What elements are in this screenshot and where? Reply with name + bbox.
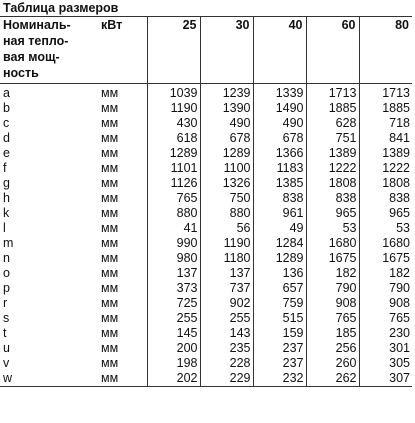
row-value-80: 301 — [359, 341, 412, 356]
row-value-30: 902 — [200, 296, 253, 311]
table-row — [0, 161, 412, 176]
row-value-30: 880 — [200, 206, 253, 221]
row-value-30: 143 — [200, 326, 253, 341]
row-value-60: 53 — [306, 221, 359, 236]
row-parameter: c — [3, 116, 10, 130]
row-value-30: 1289 — [200, 146, 253, 161]
row-unit: мм — [101, 146, 119, 160]
row-value-30: 1239 — [200, 84, 253, 102]
row-unit: мм — [101, 311, 119, 325]
row-value-60: 1222 — [306, 161, 359, 176]
row-value-80: 1713 — [359, 84, 412, 102]
row-value-60: 1808 — [306, 176, 359, 191]
row-value-80: 1885 — [359, 101, 412, 116]
table-row — [0, 206, 412, 221]
table-row — [0, 101, 412, 116]
row-unit: мм — [101, 101, 119, 115]
row-value-80: 790 — [359, 281, 412, 296]
row-value-40: 678 — [253, 131, 306, 146]
row-unit: мм — [101, 356, 119, 370]
row-unit: мм — [101, 131, 119, 145]
row-value-30: 490 — [200, 116, 253, 131]
row-value-80: 230 — [359, 326, 412, 341]
row-parameter: u — [3, 341, 10, 355]
row-value-30: 1100 — [200, 161, 253, 176]
row-unit: мм — [101, 326, 119, 340]
row-value-40: 1289 — [253, 251, 306, 266]
row-parameter: r — [3, 296, 8, 310]
row-parameter: s — [3, 311, 10, 325]
row-value-30: 1180 — [200, 251, 253, 266]
row-value-40: 1490 — [253, 101, 306, 116]
row-parameter: k — [3, 206, 10, 220]
row-value-30: 750 — [200, 191, 253, 206]
row-value-40: 1339 — [253, 84, 306, 102]
row-value-80: 1808 — [359, 176, 412, 191]
row-value-40: 759 — [253, 296, 306, 311]
row-value-30: 1390 — [200, 101, 253, 116]
table-row — [0, 221, 412, 236]
dimensions-table — [0, 16, 412, 387]
table-header — [0, 17, 412, 84]
row-value-30: 1326 — [200, 176, 253, 191]
row-value-25: 725 — [147, 296, 200, 311]
row-value-30: 678 — [200, 131, 253, 146]
row-unit: мм — [101, 266, 119, 280]
row-value-80: 182 — [359, 266, 412, 281]
row-value-40: 838 — [253, 191, 306, 206]
row-unit: мм — [101, 281, 119, 295]
row-value-40: 237 — [253, 356, 306, 371]
row-value-25: 1190 — [147, 101, 200, 116]
row-value-80: 1675 — [359, 251, 412, 266]
row-value-25: 990 — [147, 236, 200, 251]
row-value-30: 137 — [200, 266, 253, 281]
header-power-80: 80 — [359, 17, 412, 84]
row-value-40: 1385 — [253, 176, 306, 191]
header-power-40: 40 — [253, 17, 306, 84]
row-unit: мм — [101, 116, 119, 130]
table-row — [0, 341, 412, 356]
row-value-25: 1101 — [147, 161, 200, 176]
row-value-30: 737 — [200, 281, 253, 296]
row-value-25: 1126 — [147, 176, 200, 191]
row-unit: мм — [101, 206, 119, 220]
row-value-40: 237 — [253, 341, 306, 356]
row-value-40: 49 — [253, 221, 306, 236]
row-parameter: e — [3, 146, 10, 160]
table-row — [0, 281, 412, 296]
table-row — [0, 176, 412, 191]
header-row — [0, 17, 412, 84]
row-value-30: 235 — [200, 341, 253, 356]
row-parameter: v — [3, 356, 10, 370]
row-value-40: 159 — [253, 326, 306, 341]
row-parameter: n — [3, 251, 10, 265]
row-value-25: 137 — [147, 266, 200, 281]
row-value-80: 765 — [359, 311, 412, 326]
row-value-80: 1222 — [359, 161, 412, 176]
row-value-80: 838 — [359, 191, 412, 206]
row-value-80: 1680 — [359, 236, 412, 251]
table-row — [0, 326, 412, 341]
row-value-40: 1284 — [253, 236, 306, 251]
row-unit: мм — [101, 251, 119, 265]
row-parameter: w — [0, 371, 97, 387]
row-value-40: 232 — [253, 371, 306, 387]
row-value-60: 1675 — [306, 251, 359, 266]
row-value-80: 307 — [359, 371, 412, 387]
row-parameter: f — [3, 161, 7, 175]
header-power-30: 30 — [200, 17, 253, 84]
row-value-80: 53 — [359, 221, 412, 236]
row-parameter: h — [3, 191, 10, 205]
row-value-80: 305 — [359, 356, 412, 371]
table-row — [0, 296, 412, 311]
row-value-40: 490 — [253, 116, 306, 131]
table-row — [0, 146, 412, 161]
row-parameter: d — [3, 131, 10, 145]
row-parameter: p — [3, 281, 10, 295]
row-value-25: 41 — [147, 221, 200, 236]
row-value-60: 260 — [306, 356, 359, 371]
table-row — [0, 84, 412, 102]
row-value-40: 961 — [253, 206, 306, 221]
row-parameter: g — [3, 176, 10, 190]
row-value-60: 1680 — [306, 236, 359, 251]
row-value-60: 965 — [306, 206, 359, 221]
row-unit: мм — [101, 341, 119, 355]
table-row — [0, 116, 412, 131]
row-value-60: 908 — [306, 296, 359, 311]
row-value-25: 1289 — [147, 146, 200, 161]
row-value-80: 908 — [359, 296, 412, 311]
row-value-60: 1885 — [306, 101, 359, 116]
row-value-60: 790 — [306, 281, 359, 296]
row-value-25: 765 — [147, 191, 200, 206]
row-value-60: 751 — [306, 131, 359, 146]
row-value-60: 1389 — [306, 146, 359, 161]
row-value-60: 628 — [306, 116, 359, 131]
header-nominal-power: Номиналь- ная тепло- вая мощ- ность — [0, 17, 97, 84]
header-power-25: 25 — [147, 17, 200, 84]
row-unit: мм — [101, 191, 119, 205]
row-value-80: 718 — [359, 116, 412, 131]
row-parameter: t — [3, 326, 7, 340]
row-value-30: 1190 — [200, 236, 253, 251]
row-value-60: 1713 — [306, 84, 359, 102]
row-value-30: 255 — [200, 311, 253, 326]
row-value-25: 198 — [147, 356, 200, 371]
row-unit: мм — [101, 296, 119, 310]
row-value-25: 255 — [147, 311, 200, 326]
table-row — [0, 236, 412, 251]
table-title: Таблица размеров — [3, 1, 119, 15]
row-value-25: 202 — [147, 371, 200, 387]
row-value-25: 1039 — [147, 84, 200, 102]
row-unit: мм — [97, 371, 147, 387]
row-value-25: 373 — [147, 281, 200, 296]
table-body — [0, 84, 412, 387]
row-value-40: 136 — [253, 266, 306, 281]
header-power-60: 60 — [306, 17, 359, 84]
row-parameter: m — [3, 236, 14, 250]
row-unit: мм — [101, 236, 119, 250]
row-value-25: 980 — [147, 251, 200, 266]
row-value-60: 182 — [306, 266, 359, 281]
row-value-60: 765 — [306, 311, 359, 326]
row-value-40: 657 — [253, 281, 306, 296]
row-value-60: 185 — [306, 326, 359, 341]
row-parameter: a — [3, 86, 10, 100]
table-row — [0, 371, 412, 387]
table-row — [0, 131, 412, 146]
row-value-25: 430 — [147, 116, 200, 131]
row-value-40: 515 — [253, 311, 306, 326]
table-row — [0, 311, 412, 326]
table-row — [0, 191, 412, 206]
header-unit-kw: кВт — [97, 17, 147, 84]
row-parameter: o — [3, 266, 10, 280]
row-value-40: 1183 — [253, 161, 306, 176]
row-parameter: l — [3, 221, 6, 235]
table-row — [0, 266, 412, 281]
row-value-40: 1366 — [253, 146, 306, 161]
row-value-60: 838 — [306, 191, 359, 206]
row-value-25: 145 — [147, 326, 200, 341]
table-row — [0, 251, 412, 266]
row-unit: мм — [101, 176, 119, 190]
row-value-80: 1389 — [359, 146, 412, 161]
row-unit: мм — [101, 221, 119, 235]
row-unit: мм — [101, 86, 119, 100]
row-value-25: 200 — [147, 341, 200, 356]
table-row — [0, 356, 412, 371]
row-value-60: 256 — [306, 341, 359, 356]
row-unit: мм — [101, 161, 119, 175]
row-value-25: 880 — [147, 206, 200, 221]
row-value-80: 841 — [359, 131, 412, 146]
row-value-30: 229 — [200, 371, 253, 387]
row-value-30: 228 — [200, 356, 253, 371]
row-value-25: 618 — [147, 131, 200, 146]
row-value-60: 262 — [306, 371, 359, 387]
row-value-80: 965 — [359, 206, 412, 221]
row-parameter: b — [3, 101, 10, 115]
row-value-30: 56 — [200, 221, 253, 236]
